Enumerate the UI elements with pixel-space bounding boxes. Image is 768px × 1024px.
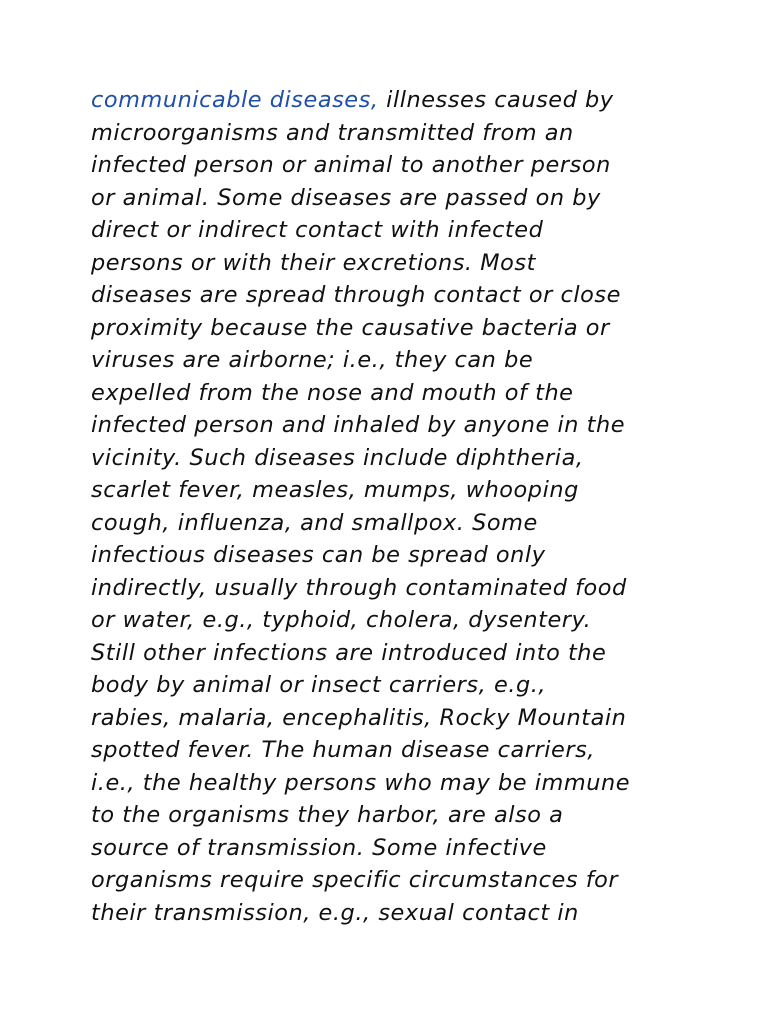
paragraph-line: organisms require specific circumstances for [91,867,619,893]
paragraph-line: proximity because the causative bacteria or [91,314,610,341]
paragraph-line: body by animal or insect carriers, e.g., [91,672,547,698]
paragraph-line: direct or indirect contact with infected [91,217,544,243]
paragraph-line: viruses are airborne; i.e., they can be [91,347,534,373]
paragraph-line: Still other infections are introduced into the [91,639,607,666]
defined-term: communicable diseases, [91,87,379,113]
paragraph-line: infected person and inhaled by anyone in the [91,412,626,438]
paragraph-line: spotted fever. The human disease carriers, [91,737,595,763]
paragraph-line: or animal. Some diseases are passed on by [91,184,601,211]
paragraph-line: microorganisms and transmitted from an [91,119,574,146]
paragraph-line: or water, e.g., typhoid, cholera, dysentery. [91,607,592,633]
body-paragraph [91,84,731,929]
paragraph-line: rabies, malaria, encephalitis, Rocky Mountain [91,704,627,731]
first-line-text: illnesses caused by [378,87,614,113]
paragraph-line: diseases are spread through contact or close [91,282,621,308]
paragraph-line: their transmission, e.g., sexual contact in [91,899,579,926]
paragraph-line: to the organisms they harbor, are also a [91,802,564,828]
paragraph-line: i.e., the healthy persons who may be immune [91,769,631,796]
paragraph-line: persons or with their excretions. Most [91,249,536,276]
paragraph-line: infectious diseases can be spread only [91,542,546,568]
paragraph-line: vicinity. Such diseases include diphtheria, [91,444,584,471]
paragraph-line [91,84,731,117]
paragraph-line: infected person or animal to another person [91,152,611,178]
paragraph-line: cough, influenza, and smallpox. Some [91,509,538,536]
paragraph-line: indirectly, usually through contaminated food [91,574,627,601]
paragraph-line: expelled from the nose and mouth of the [91,379,574,406]
paragraph-line: source of transmission. Some infective [91,834,547,861]
paragraph-line: scarlet fever, measles, mumps, whooping [91,477,579,503]
